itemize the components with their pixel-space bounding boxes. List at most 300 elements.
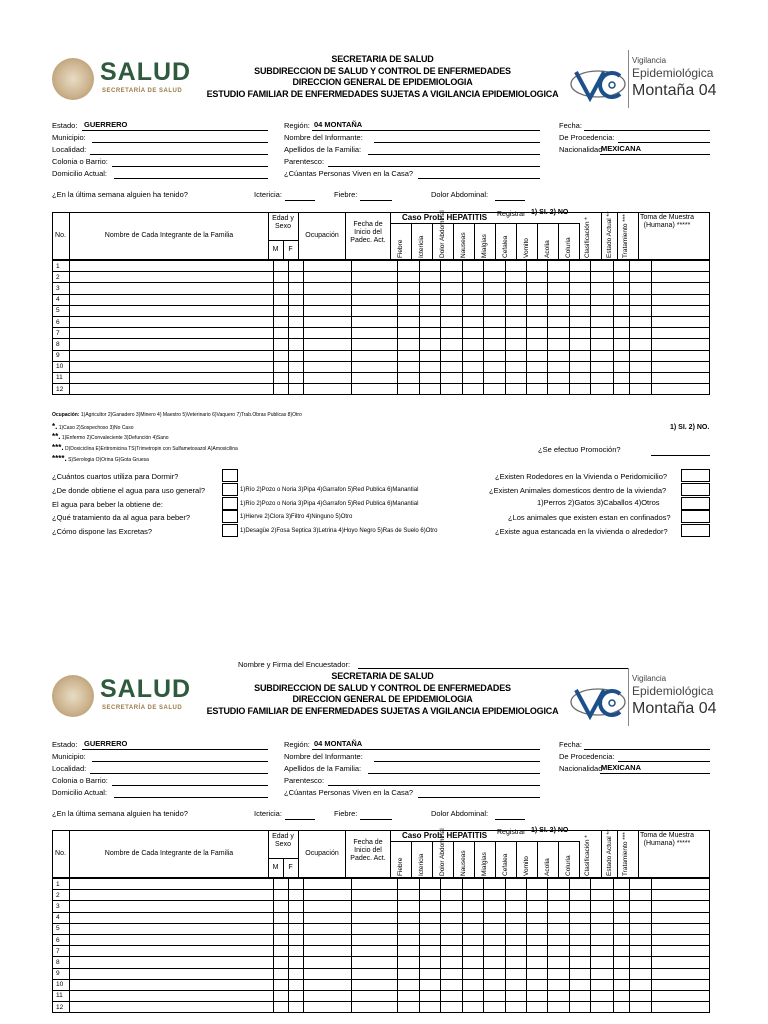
table-cell[interactable] — [527, 1002, 548, 1013]
table-cell[interactable] — [651, 316, 709, 327]
table-cell[interactable] — [304, 350, 352, 361]
table-cell[interactable] — [548, 957, 569, 968]
table-cell[interactable] — [484, 305, 505, 316]
table-cell[interactable] — [505, 979, 526, 990]
table-cell[interactable] — [273, 350, 288, 361]
table-cell[interactable] — [505, 350, 526, 361]
table-cell[interactable] — [484, 934, 505, 945]
table-cell[interactable] — [70, 339, 273, 350]
excretas-box[interactable] — [222, 524, 238, 537]
table-cell[interactable] — [548, 968, 569, 979]
table-cell[interactable] — [569, 294, 590, 305]
apellidos-field[interactable] — [368, 154, 540, 155]
table-cell[interactable] — [569, 339, 590, 350]
table-cell[interactable] — [273, 294, 288, 305]
table-cell[interactable] — [527, 934, 548, 945]
tipo-animales-box[interactable] — [681, 497, 710, 510]
table-cell[interactable] — [70, 372, 273, 383]
table-cell[interactable] — [630, 372, 651, 383]
table-cell[interactable] — [569, 328, 590, 339]
table-cell[interactable] — [569, 361, 590, 372]
table-cell[interactable] — [613, 957, 629, 968]
table-cell[interactable] — [569, 979, 590, 990]
table-cell[interactable] — [591, 957, 613, 968]
table-cell[interactable] — [289, 979, 304, 990]
table-cell[interactable] — [70, 934, 273, 945]
municipio-field[interactable] — [92, 761, 268, 762]
table-cell[interactable] — [569, 890, 590, 901]
table-cell[interactable] — [527, 283, 548, 294]
table-cell[interactable] — [484, 283, 505, 294]
table-cell[interactable] — [398, 316, 419, 327]
table-cell[interactable] — [591, 339, 613, 350]
table-cell[interactable] — [613, 283, 629, 294]
table-cell[interactable] — [651, 957, 709, 968]
table-cell[interactable] — [352, 923, 398, 934]
table-cell[interactable] — [651, 890, 709, 901]
table-cell[interactable] — [651, 912, 709, 923]
table-cell[interactable] — [484, 294, 505, 305]
colonia-field[interactable] — [112, 785, 268, 786]
table-cell[interactable] — [651, 328, 709, 339]
table-cell[interactable] — [419, 294, 440, 305]
table-cell[interactable] — [419, 372, 440, 383]
table-cell[interactable] — [548, 1002, 569, 1013]
table-cell[interactable] — [352, 328, 398, 339]
table-cell[interactable] — [352, 316, 398, 327]
table-cell[interactable] — [304, 305, 352, 316]
table-cell[interactable] — [70, 283, 273, 294]
table-cell[interactable] — [352, 912, 398, 923]
table-cell[interactable] — [462, 261, 483, 272]
table-cell[interactable] — [505, 923, 526, 934]
table-cell[interactable] — [651, 879, 709, 890]
table-cell[interactable] — [419, 968, 440, 979]
table-cell[interactable] — [630, 990, 651, 1001]
table-cell[interactable] — [352, 1002, 398, 1013]
table-cell[interactable] — [527, 912, 548, 923]
table-cell[interactable] — [289, 923, 304, 934]
table-cell[interactable] — [289, 372, 304, 383]
table-cell[interactable] — [304, 294, 352, 305]
table-cell[interactable] — [273, 328, 288, 339]
table-cell[interactable] — [569, 272, 590, 283]
table-cell[interactable] — [352, 339, 398, 350]
table-cell[interactable] — [569, 957, 590, 968]
table-cell[interactable] — [651, 979, 709, 990]
table-cell[interactable] — [630, 339, 651, 350]
table-cell[interactable] — [630, 316, 651, 327]
table-cell[interactable] — [441, 305, 462, 316]
table-cell[interactable] — [630, 890, 651, 901]
ictericia-field[interactable] — [285, 200, 315, 201]
parentesco-field[interactable] — [328, 785, 540, 786]
table-cell[interactable] — [273, 272, 288, 283]
table-cell[interactable] — [398, 990, 419, 1001]
table-cell[interactable] — [548, 979, 569, 990]
table-cell[interactable] — [484, 272, 505, 283]
table-cell[interactable] — [304, 901, 352, 912]
table-cell[interactable] — [613, 328, 629, 339]
table-cell[interactable] — [273, 901, 288, 912]
table-cell[interactable] — [441, 339, 462, 350]
table-cell[interactable] — [398, 901, 419, 912]
table-cell[interactable] — [352, 968, 398, 979]
table-cell[interactable] — [273, 957, 288, 968]
table-cell[interactable] — [569, 990, 590, 1001]
table-cell[interactable] — [527, 901, 548, 912]
table-cell[interactable] — [651, 384, 709, 395]
table-cell[interactable] — [591, 923, 613, 934]
table-cell[interactable] — [548, 305, 569, 316]
table-cell[interactable] — [505, 968, 526, 979]
fecha-field[interactable] — [584, 749, 710, 750]
nacionalidad-value[interactable]: MEXICANA — [601, 763, 642, 772]
table-cell[interactable] — [484, 361, 505, 372]
table-cell[interactable] — [304, 990, 352, 1001]
table-cell[interactable] — [398, 946, 419, 957]
table-cell[interactable] — [548, 879, 569, 890]
table-cell[interactable] — [462, 316, 483, 327]
table-cell[interactable] — [651, 361, 709, 372]
table-cell[interactable] — [273, 261, 288, 272]
table-cell[interactable] — [419, 316, 440, 327]
table-cell[interactable] — [484, 957, 505, 968]
table-cell[interactable] — [352, 990, 398, 1001]
table-cell[interactable] — [441, 261, 462, 272]
table-cell[interactable] — [70, 968, 273, 979]
firma-field[interactable] — [358, 668, 628, 669]
table-cell[interactable] — [352, 957, 398, 968]
table-cell[interactable] — [70, 328, 273, 339]
table-cell[interactable] — [398, 294, 419, 305]
nacionalidad-value[interactable]: MEXICANA — [601, 144, 642, 153]
table-cell[interactable] — [569, 283, 590, 294]
cuartos-box[interactable] — [222, 469, 238, 482]
table-cell[interactable] — [289, 294, 304, 305]
personas-field[interactable] — [418, 797, 540, 798]
table-cell[interactable] — [613, 261, 629, 272]
table-cell[interactable] — [398, 1002, 419, 1013]
table-cell[interactable] — [591, 890, 613, 901]
table-cell[interactable] — [591, 350, 613, 361]
table-cell[interactable] — [462, 372, 483, 383]
table-cell[interactable] — [527, 384, 548, 395]
table-cell[interactable] — [419, 890, 440, 901]
informante-field[interactable] — [374, 761, 540, 762]
table-cell[interactable] — [289, 968, 304, 979]
table-cell[interactable] — [527, 923, 548, 934]
table-cell[interactable] — [630, 1002, 651, 1013]
table-cell[interactable] — [630, 968, 651, 979]
ictericia-field[interactable] — [285, 819, 315, 820]
table-cell[interactable] — [613, 372, 629, 383]
table-cell[interactable] — [630, 283, 651, 294]
table-cell[interactable] — [304, 1002, 352, 1013]
table-cell[interactable] — [630, 384, 651, 395]
table-cell[interactable] — [591, 879, 613, 890]
table-cell[interactable] — [398, 272, 419, 283]
table-cell[interactable] — [630, 305, 651, 316]
table-cell[interactable] — [289, 1002, 304, 1013]
table-cell[interactable] — [613, 384, 629, 395]
table-cell[interactable] — [273, 283, 288, 294]
table-cell[interactable] — [569, 879, 590, 890]
table-cell[interactable] — [441, 316, 462, 327]
table-cell[interactable] — [505, 372, 526, 383]
table-cell[interactable] — [304, 316, 352, 327]
table-cell[interactable] — [70, 294, 273, 305]
table-cell[interactable] — [651, 283, 709, 294]
table-cell[interactable] — [548, 361, 569, 372]
table-cell[interactable] — [70, 946, 273, 957]
table-cell[interactable] — [527, 272, 548, 283]
fecha-field[interactable] — [584, 130, 710, 131]
table-cell[interactable] — [613, 890, 629, 901]
table-cell[interactable] — [613, 272, 629, 283]
table-cell[interactable] — [591, 901, 613, 912]
table-cell[interactable] — [651, 1002, 709, 1013]
table-cell[interactable] — [462, 957, 483, 968]
table-cell[interactable] — [548, 901, 569, 912]
table-cell[interactable] — [462, 294, 483, 305]
table-cell[interactable] — [419, 879, 440, 890]
table-cell[interactable] — [304, 361, 352, 372]
roedores-box[interactable] — [681, 469, 710, 482]
table-cell[interactable] — [484, 923, 505, 934]
table-cell[interactable] — [591, 361, 613, 372]
table-cell[interactable] — [527, 968, 548, 979]
table-cell[interactable] — [613, 923, 629, 934]
table-cell[interactable] — [70, 261, 273, 272]
table-cell[interactable] — [289, 272, 304, 283]
table-cell[interactable] — [630, 294, 651, 305]
table-cell[interactable] — [591, 272, 613, 283]
table-cell[interactable] — [304, 261, 352, 272]
table-cell[interactable] — [591, 979, 613, 990]
table-cell[interactable] — [70, 890, 273, 901]
table-cell[interactable] — [651, 339, 709, 350]
table-cell[interactable] — [630, 350, 651, 361]
table-cell[interactable] — [441, 968, 462, 979]
table-cell[interactable] — [304, 979, 352, 990]
table-cell[interactable] — [70, 350, 273, 361]
table-cell[interactable] — [304, 934, 352, 945]
table-cell[interactable] — [289, 934, 304, 945]
table-cell[interactable] — [630, 946, 651, 957]
table-cell[interactable] — [289, 283, 304, 294]
domicilio-field[interactable] — [114, 178, 268, 179]
table-cell[interactable] — [289, 990, 304, 1001]
agua-uso-box[interactable] — [222, 483, 238, 496]
table-cell[interactable] — [651, 261, 709, 272]
table-cell[interactable] — [441, 990, 462, 1001]
table-cell[interactable] — [304, 957, 352, 968]
table-cell[interactable] — [462, 946, 483, 957]
table-cell[interactable] — [419, 934, 440, 945]
table-cell[interactable] — [70, 1002, 273, 1013]
region-value[interactable]: 04 MONTAÑA — [314, 739, 363, 748]
table-cell[interactable] — [527, 979, 548, 990]
table-cell[interactable] — [462, 283, 483, 294]
table-cell[interactable] — [419, 350, 440, 361]
table-cell[interactable] — [591, 316, 613, 327]
table-cell[interactable] — [441, 283, 462, 294]
table-cell[interactable] — [651, 968, 709, 979]
table-cell[interactable] — [398, 305, 419, 316]
table-cell[interactable] — [462, 912, 483, 923]
table-cell[interactable] — [569, 316, 590, 327]
animales-box[interactable] — [681, 483, 710, 496]
table-cell[interactable] — [505, 990, 526, 1001]
apellidos-field[interactable] — [368, 773, 540, 774]
table-cell[interactable] — [569, 934, 590, 945]
table-cell[interactable] — [591, 1002, 613, 1013]
table-cell[interactable] — [70, 990, 273, 1001]
table-cell[interactable] — [289, 361, 304, 372]
table-cell[interactable] — [527, 372, 548, 383]
table-cell[interactable] — [462, 979, 483, 990]
table-cell[interactable] — [441, 294, 462, 305]
table-cell[interactable] — [273, 934, 288, 945]
table-cell[interactable] — [398, 879, 419, 890]
table-cell[interactable] — [613, 294, 629, 305]
table-cell[interactable] — [419, 261, 440, 272]
table-cell[interactable] — [591, 968, 613, 979]
table-cell[interactable] — [273, 384, 288, 395]
table-cell[interactable] — [462, 339, 483, 350]
table-cell[interactable] — [630, 979, 651, 990]
table-cell[interactable] — [505, 957, 526, 968]
table-cell[interactable] — [419, 1002, 440, 1013]
table-cell[interactable] — [289, 901, 304, 912]
table-cell[interactable] — [462, 361, 483, 372]
table-cell[interactable] — [289, 350, 304, 361]
table-cell[interactable] — [304, 283, 352, 294]
table-cell[interactable] — [441, 372, 462, 383]
table-cell[interactable] — [548, 350, 569, 361]
table-cell[interactable] — [398, 934, 419, 945]
table-cell[interactable] — [289, 890, 304, 901]
table-cell[interactable] — [613, 1002, 629, 1013]
table-cell[interactable] — [651, 990, 709, 1001]
table-cell[interactable] — [441, 901, 462, 912]
table-cell[interactable] — [462, 901, 483, 912]
table-cell[interactable] — [505, 934, 526, 945]
table-cell[interactable] — [352, 979, 398, 990]
table-cell[interactable] — [548, 261, 569, 272]
table-cell[interactable] — [304, 372, 352, 383]
table-cell[interactable] — [441, 957, 462, 968]
table-cell[interactable] — [548, 272, 569, 283]
table-cell[interactable] — [630, 261, 651, 272]
table-cell[interactable] — [352, 305, 398, 316]
table-cell[interactable] — [419, 384, 440, 395]
table-cell[interactable] — [398, 890, 419, 901]
table-cell[interactable] — [484, 990, 505, 1001]
table-cell[interactable] — [527, 361, 548, 372]
table-cell[interactable] — [569, 901, 590, 912]
table-cell[interactable] — [505, 946, 526, 957]
table-cell[interactable] — [569, 912, 590, 923]
table-cell[interactable] — [304, 912, 352, 923]
table-cell[interactable] — [630, 912, 651, 923]
table-cell[interactable] — [613, 879, 629, 890]
personas-field[interactable] — [418, 178, 540, 179]
table-cell[interactable] — [613, 934, 629, 945]
table-cell[interactable] — [527, 990, 548, 1001]
table-cell[interactable] — [505, 316, 526, 327]
dolor-field[interactable] — [495, 200, 525, 201]
table-cell[interactable] — [419, 979, 440, 990]
table-cell[interactable] — [569, 372, 590, 383]
table-cell[interactable] — [630, 923, 651, 934]
table-cell[interactable] — [419, 912, 440, 923]
table-cell[interactable] — [304, 272, 352, 283]
table-cell[interactable] — [273, 879, 288, 890]
table-cell[interactable] — [548, 890, 569, 901]
table-cell[interactable] — [289, 339, 304, 350]
table-cell[interactable] — [352, 272, 398, 283]
table-cell[interactable] — [462, 934, 483, 945]
table-cell[interactable] — [613, 316, 629, 327]
table-cell[interactable] — [70, 316, 273, 327]
table-cell[interactable] — [462, 968, 483, 979]
table-cell[interactable] — [419, 272, 440, 283]
table-cell[interactable] — [441, 946, 462, 957]
table-cell[interactable] — [527, 946, 548, 957]
table-cell[interactable] — [70, 879, 273, 890]
procedencia-field[interactable] — [618, 761, 710, 762]
table-cell[interactable] — [441, 272, 462, 283]
table-cell[interactable] — [505, 384, 526, 395]
table-cell[interactable] — [419, 946, 440, 957]
table-cell[interactable] — [548, 283, 569, 294]
table-cell[interactable] — [398, 923, 419, 934]
table-cell[interactable] — [398, 328, 419, 339]
table-cell[interactable] — [419, 328, 440, 339]
table-cell[interactable] — [505, 294, 526, 305]
table-cell[interactable] — [441, 361, 462, 372]
table-cell[interactable] — [484, 328, 505, 339]
table-cell[interactable] — [548, 384, 569, 395]
table-cell[interactable] — [505, 890, 526, 901]
table-cell[interactable] — [304, 946, 352, 957]
table-cell[interactable] — [651, 272, 709, 283]
table-cell[interactable] — [352, 901, 398, 912]
table-cell[interactable] — [419, 305, 440, 316]
table-cell[interactable] — [352, 946, 398, 957]
table-cell[interactable] — [398, 350, 419, 361]
table-cell[interactable] — [569, 305, 590, 316]
localidad-field[interactable] — [90, 154, 268, 155]
table-cell[interactable] — [569, 1002, 590, 1013]
table-cell[interactable] — [591, 934, 613, 945]
agua-beber-box[interactable] — [222, 497, 238, 510]
municipio-field[interactable] — [92, 142, 268, 143]
table-cell[interactable] — [591, 328, 613, 339]
table-cell[interactable] — [613, 305, 629, 316]
table-cell[interactable] — [289, 946, 304, 957]
table-cell[interactable] — [651, 305, 709, 316]
table-cell[interactable] — [419, 901, 440, 912]
table-cell[interactable] — [548, 990, 569, 1001]
table-cell[interactable] — [651, 923, 709, 934]
table-cell[interactable] — [484, 316, 505, 327]
table-cell[interactable] — [441, 328, 462, 339]
table-cell[interactable] — [613, 968, 629, 979]
table-cell[interactable] — [613, 339, 629, 350]
